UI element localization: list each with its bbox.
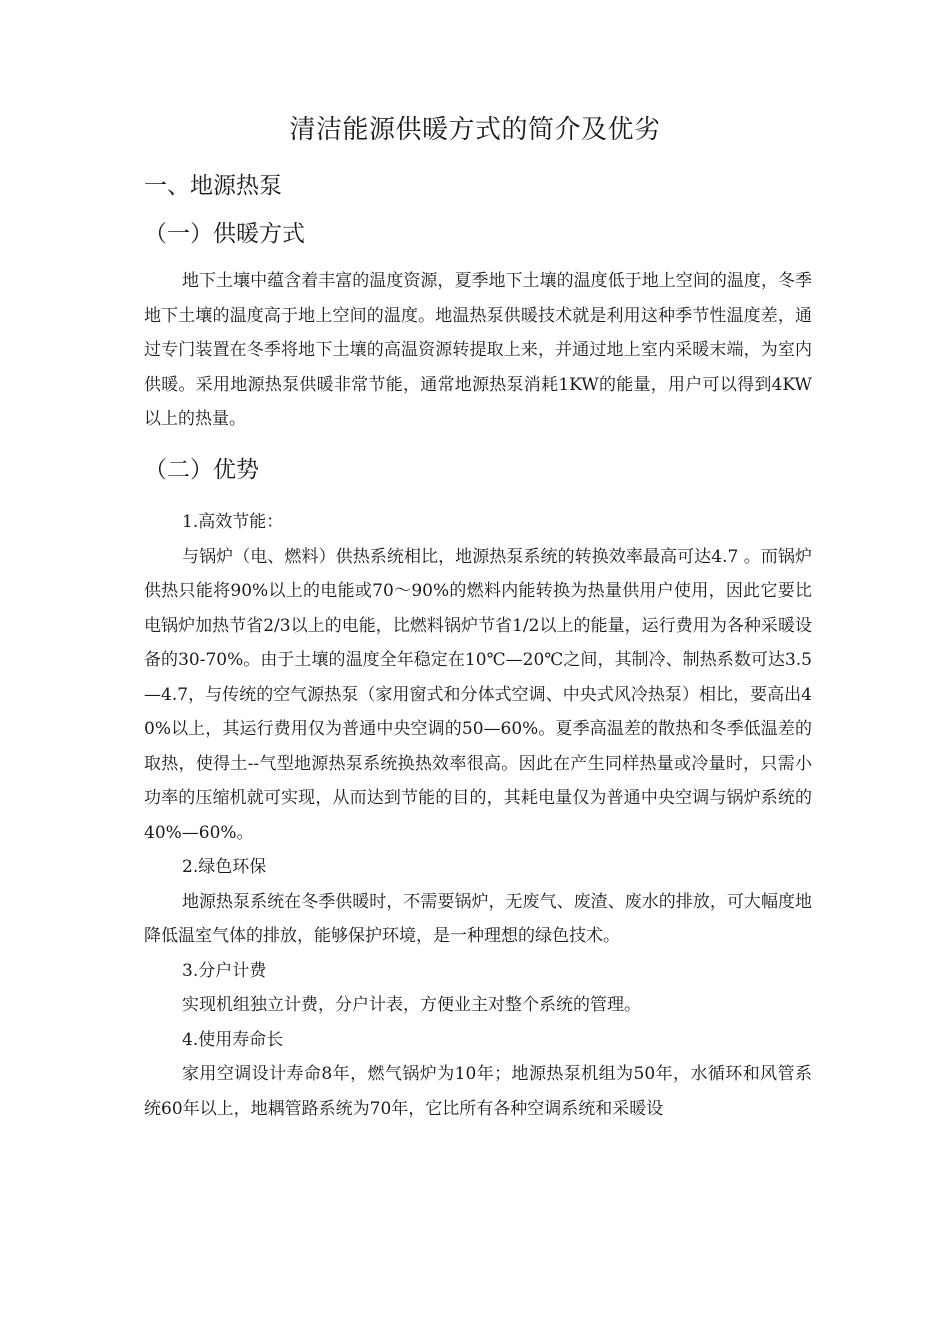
advantage-heading-billing: 3.分户计费 xyxy=(182,960,267,981)
advantage-heading-efficiency: 1.高效节能： xyxy=(182,512,284,532)
subsection-heading-heating-method: （一）供暖方式 xyxy=(144,221,305,247)
advantage-heading-green: 2.绿色环保 xyxy=(182,857,267,877)
heating-method-paragraph-block xyxy=(144,264,812,437)
advantage-text-green: 地源热泵系统在冬季供暖时，不需要锅炉，无废气、废渣、废水的排放，可大幅度地降低温室气体的排放，能够保护环境，是一种理想的绿色技术。 xyxy=(144,891,812,946)
subsection-heading-advantages: （二）优势 xyxy=(144,457,259,483)
advantages-list xyxy=(144,505,812,1126)
advantage-text-billing: 实现机组独立计费，分户计表，方便业主对整个系统的管理。 xyxy=(182,995,641,1015)
heating-method-paragraph: 地下土壤中蕴含着丰富的温度资源，夏季地下土壤的温度低于地上空间的温度，冬季地下土壤的温度高于地上空间的温度。地温热泵供暖技术就是利用这种季节性温度差，通过专门装置在冬季将地下土壤的高温资源转提取上来，并通过地上室内采暖末端，为室内供暖。采用地源热泵供暖非常节能，通常地源热泵消耗1KW的能量，用户可以得到4KW以上的热量。 xyxy=(144,271,812,429)
section-heading-ground-source-heat-pump: 一、地源热泵 xyxy=(144,173,282,199)
advantage-text-efficiency: 与锅炉（电、燃料）供热系统相比，地源热泵系统的转换效率最高可达4.7 。而锅炉供热只能将90%以上的电能或70～90%的燃料内能转换为热量供用户使用，因此它要比电锅炉加热节省2/3以上的电能，比燃料锅炉节省1/2以上的能量，运行费用为各种采暖设备的30-70%。由于土壤的温度全年稳定在10℃—20℃之间，其制冷、制热系数可达3.5—4.7，与传统的空气源热泵（家用窗式和分体式空调、中央式风冷热泵）相比，要高出40%以上，其运行费用仅为普通中央空调的50—60%。夏季高温差的散热和冬季低温差的取热，使得土--气型地源热泵系统换热效率很高。因此在产生同样热量或冷量时，只需小功率的压缩机就可实现，从而达到节能的目的，其耗电量仅为普通中央空调与锅炉系统的 40%—60%。 xyxy=(144,546,812,843)
advantage-heading-lifespan: 4.使用寿命长 xyxy=(182,1029,284,1050)
document-title: 清洁能源供暖方式的简介及优劣 xyxy=(289,115,661,145)
advantage-text-lifespan: 家用空调设计寿命8年，燃气锅炉为10年；地源热泵机组为50年，水循环和风管系统60年以上，地耦管路系统为70年，它比所有各种空调系统和采暖设 xyxy=(144,1064,812,1119)
